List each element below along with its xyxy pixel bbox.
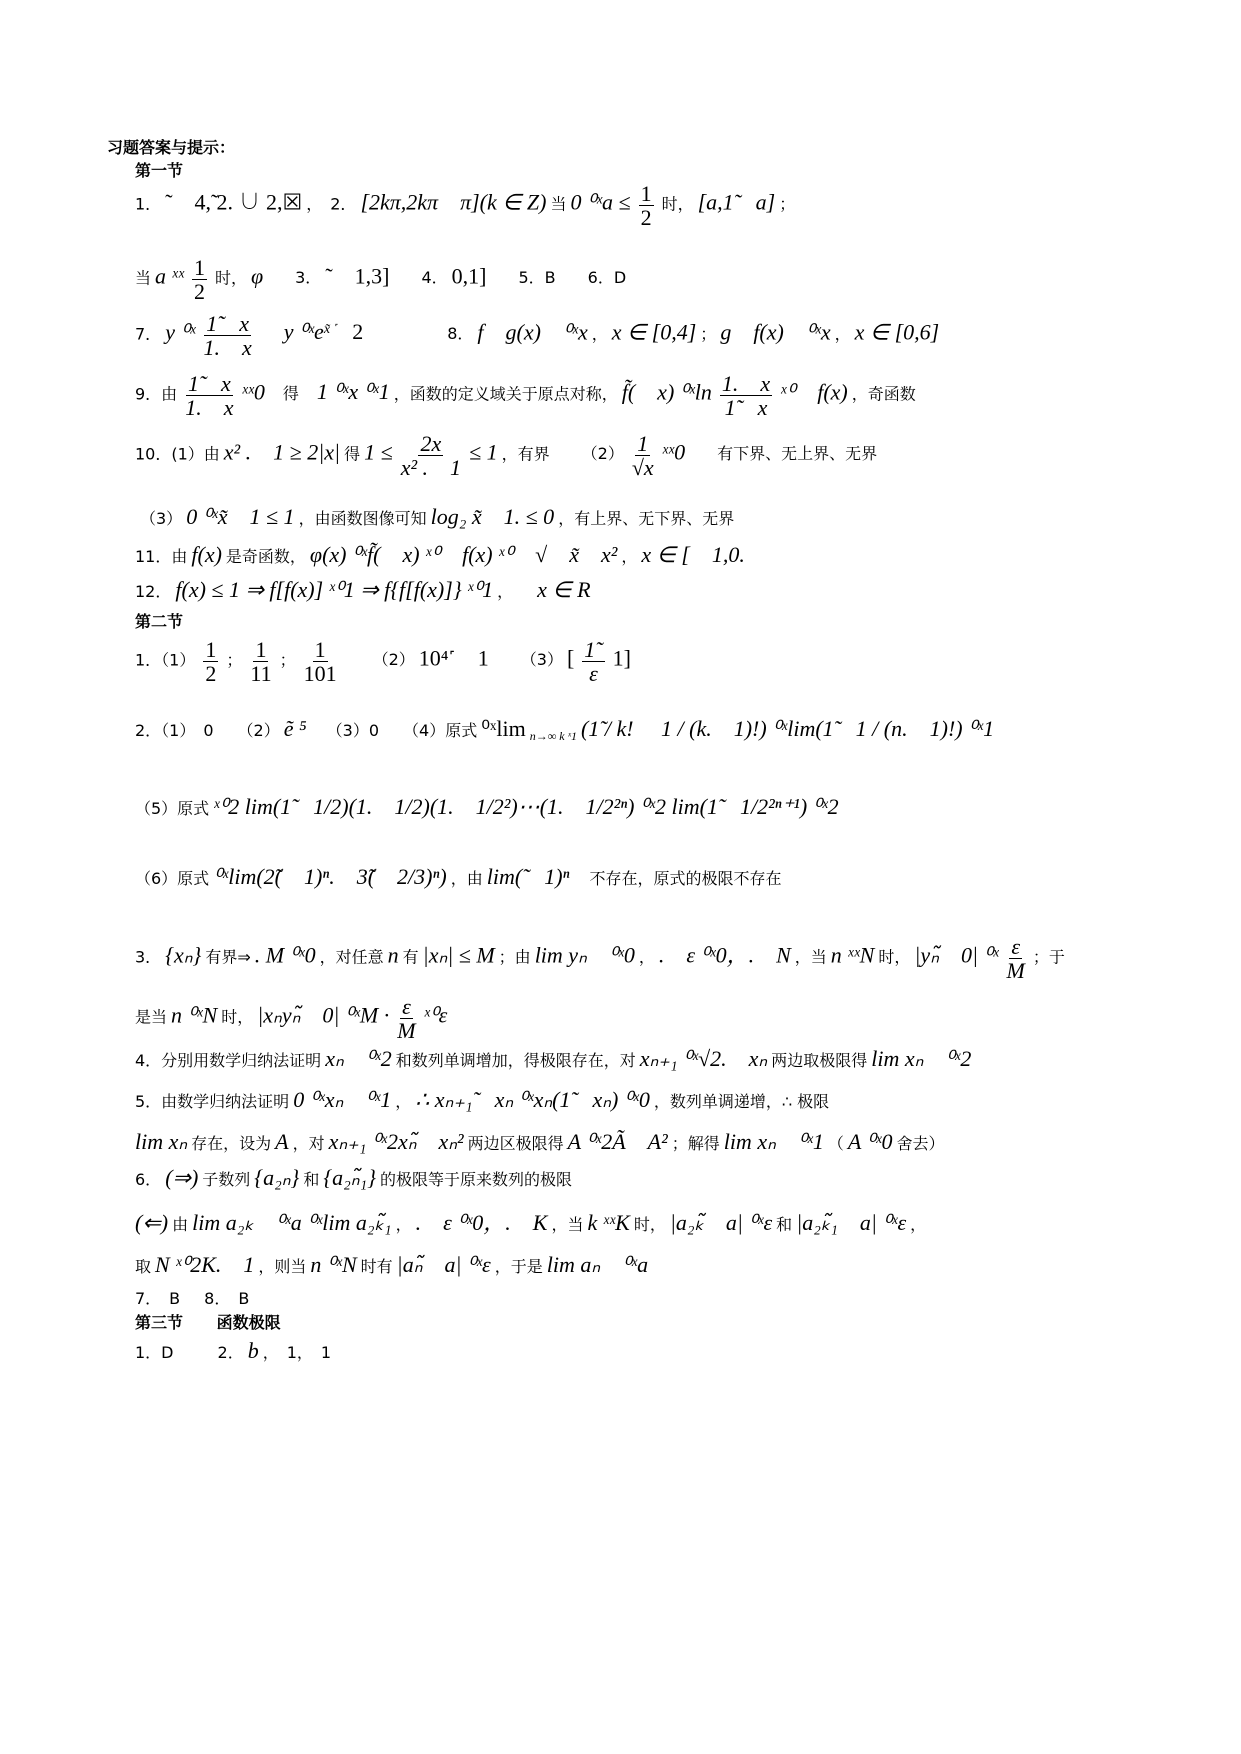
s2-line-3: [135, 790, 839, 821]
section-2-heading: 第二节: [135, 612, 184, 631]
text: 舍去）: [896, 1134, 945, 1153]
fraction: $\frac{1˜}{\varepsilon}$: [584, 637, 603, 687]
section-3-label: 第三节: [135, 1313, 184, 1332]
fraction: $\frac{1}{2}$: [205, 637, 217, 687]
math: f(x): [191, 542, 222, 567]
math: x² . 1 ≥ 2|x|: [223, 439, 341, 465]
math: a ˣˣ: [155, 263, 184, 289]
text: ；于: [1032, 947, 1065, 967]
math: A ⁰ˣ0: [847, 1129, 893, 1154]
math: ∴ xₙ₊₁̃ xₙ ⁰ˣxₙ(1̃ xₙ) ⁰ˣ0: [415, 1087, 650, 1112]
math: |aₙ̃ a| ⁰ˣε: [396, 1252, 491, 1277]
math: φ: [250, 263, 264, 289]
math: 0 ⁰ˣxₙ ⁰ˣ1: [293, 1087, 392, 1112]
text: ， 1， 1: [262, 1343, 332, 1362]
item-number: 10．(1）由: [135, 444, 220, 464]
math: 2: [352, 319, 364, 345]
math: |yₙ̃ 0| ⁰ˣ: [914, 942, 999, 968]
math: x ∈ [ 1,0.: [641, 542, 745, 567]
fraction: $\frac{2x}{\text{x² . 1}}$: [400, 431, 462, 481]
math: 1 ≤: [364, 439, 393, 465]
text: ，有界: [501, 444, 550, 464]
item-number: 3．: [135, 947, 162, 967]
math: 10⁴˹ 1: [418, 645, 489, 671]
math: xₙ₊₁ ⁰ˣ√2. xₙ: [639, 1046, 768, 1071]
math: |a₂ₖ̃₁ a| ⁰ˣε: [796, 1210, 907, 1235]
s2-line-9: [135, 1125, 944, 1156]
text: 有下界、无上界、无界: [717, 444, 878, 464]
text: ，函数的定义域关于原点对称，: [393, 384, 618, 404]
math: lim(̃ 1)ⁿ: [486, 864, 570, 889]
item-number: 4．: [421, 268, 448, 288]
math: x̃ ˹: [323, 321, 339, 337]
math: n ⁰ˣN: [310, 1252, 357, 1277]
s2-line-7: [135, 1042, 971, 1073]
text: ，对任意: [319, 947, 384, 967]
text: （6）原式: [135, 869, 210, 888]
text: ，当: [794, 947, 827, 967]
text: 时，: [878, 947, 911, 967]
math: {a₂ₙ̃₁}: [323, 1165, 376, 1190]
item-number: 4．分别用数学归纳法证明: [135, 1051, 322, 1070]
math: ⁰ˣlim(2̃( 1)ⁿ. 3̃( 2/3)ⁿ): [213, 864, 447, 889]
math: . ε ⁰ˣ0，. N: [658, 942, 791, 968]
s1-line-2: [135, 256, 626, 303]
answer: 8． B: [204, 1289, 250, 1308]
s3-line-1: [135, 1338, 331, 1364]
text: 和数列单调增加，得极限存在，对: [395, 1051, 636, 1070]
math: f̃( x) ⁰ˣln: [621, 379, 712, 405]
page-title: 习题答案与提示：: [107, 138, 236, 157]
s2-line-6: [135, 995, 447, 1042]
math: lim xₙ ⁰ˣ1: [723, 1129, 824, 1154]
math: 1 ⁰ˣx ⁰ˣ1: [316, 379, 390, 405]
math: x ∈ [0,4]: [611, 319, 697, 345]
fraction: $\frac{1}{2}$: [640, 181, 652, 231]
s2-line-12: [135, 1248, 648, 1279]
math: n: [387, 942, 399, 968]
item-number: 11．由: [135, 547, 188, 566]
text: ，: [591, 324, 608, 344]
math: ˣ⁰ f(x): [780, 379, 848, 405]
item-number: 9．由: [135, 384, 178, 404]
text: ；由: [498, 947, 531, 967]
text: 不存在，原式的极限不存在: [589, 869, 782, 888]
math: [2kπ,2kπ π](k ∈ Z): [360, 189, 547, 215]
item-number: 1．: [135, 194, 162, 214]
math: A ⁰ˣ2Ã A²: [567, 1129, 668, 1154]
math: N ˣ⁰2K. 1: [155, 1252, 255, 1277]
math: ˜ 4,̃ 2. ∪ 2,☒: [165, 189, 303, 215]
math: {a₂ₙ}: [254, 1165, 300, 1190]
math: n→∞ k ˣ1: [529, 729, 577, 744]
math: lim yₙ ⁰ˣ0: [534, 942, 635, 968]
text: ，: [834, 324, 851, 344]
text: ；: [700, 324, 717, 344]
math: (⇒): [165, 1165, 199, 1190]
s2-line-5: [135, 935, 1065, 982]
text: 当: [135, 268, 152, 288]
item-number: （2）: [581, 444, 624, 464]
text: ，由: [450, 869, 483, 888]
math: log₂ x̃ 1. ≤ 0: [430, 504, 555, 529]
text: 和: [303, 1170, 320, 1189]
text: 有界⇒: [205, 947, 251, 967]
item-number: （3）: [520, 650, 563, 670]
item-number: 5．由数学归纳法证明: [135, 1092, 290, 1111]
text: （: [827, 1134, 844, 1153]
text: 是奇函数，: [225, 547, 306, 566]
text: 和: [776, 1215, 793, 1234]
answer: 7． B: [135, 1289, 181, 1308]
item-number: 3．: [295, 268, 322, 288]
math: ˣˣ0: [661, 439, 686, 465]
s2-line-11: [135, 1206, 926, 1237]
text: 时，: [661, 194, 694, 214]
item-number: 12．: [135, 582, 172, 601]
item-number: 2．: [217, 1343, 244, 1362]
text: ，当: [551, 1215, 584, 1234]
s2-line-10: [135, 1165, 572, 1191]
text: ，奇函数: [851, 384, 916, 404]
math: x ∈ R: [537, 577, 591, 602]
item-number: 7．: [135, 324, 162, 344]
text: ，: [497, 582, 514, 601]
math: n ⁰ˣN: [171, 1002, 218, 1028]
math: |xₙyₙ̃ 0| ⁰ˣM ·: [257, 1002, 390, 1028]
text: ，: [910, 1215, 927, 1234]
math: f(x) ≤ 1 ⇒ f[f(x)] ˣ⁰1 ⇒ f{f[f(x)]} ˣ⁰1: [175, 577, 494, 602]
text: 得: [344, 444, 361, 464]
s1-line-4: [135, 372, 916, 419]
math: ˣ⁰2 lim(1̃ 1/2)(1. 1/2)(1. 1/2²)⋯(1. 1/2²ⁿ) ⁰ˣ2 lim(1̃ 1/2²ⁿ⁺¹) ⁰ˣ2: [213, 794, 839, 819]
math: 0 ⁰ˣa ≤: [570, 189, 631, 215]
text: 子数列: [202, 1170, 251, 1189]
item-number: 6．: [135, 1170, 162, 1189]
math: ⁰ˣlim: [481, 716, 526, 741]
text: （3）0 （4）原式: [326, 721, 478, 740]
math: 0 ⁰ˣx̃ 1 ≤ 1: [186, 504, 295, 529]
math: y ⁰ˣ: [165, 319, 196, 345]
math: (⇐): [135, 1210, 169, 1235]
math: A: [275, 1129, 289, 1154]
section-3-heading: [135, 1310, 281, 1333]
text: 取: [135, 1257, 152, 1276]
fraction: $\frac{1}{√x}$: [631, 431, 654, 481]
fraction: $\frac{1̃ x}{1. x}$: [203, 311, 252, 361]
text: 时，: [214, 268, 247, 288]
s1-line-8: [135, 577, 591, 603]
s2-line-2: [135, 712, 994, 744]
answer: 6．D: [587, 268, 627, 288]
math: lim aₙ ⁰ˣa: [546, 1252, 649, 1277]
math: [a,1̃ a]: [697, 189, 776, 215]
math: f g(x) ⁰ˣx: [477, 319, 588, 345]
text: ，对: [292, 1134, 325, 1153]
fraction: $\frac{\varepsilon}{M}$: [397, 994, 416, 1044]
text: 有: [402, 947, 419, 967]
math: lim xₙ: [135, 1129, 188, 1154]
s1-line-7: [135, 538, 745, 569]
text: （5）原式: [135, 799, 210, 818]
math: n ˣˣN: [830, 942, 875, 968]
math: (1̃ / k! 1 / (k. 1)!) ⁰ˣlim(1̃ 1 / (n. 1)!) ⁰ˣ1: [581, 716, 995, 741]
text: ；: [279, 650, 296, 670]
s1-line-3: [135, 312, 939, 359]
math: k ˣˣK: [587, 1210, 630, 1235]
text: 时，: [633, 1215, 666, 1234]
section-3-title: 函数极限: [216, 1313, 281, 1332]
text: 当: [550, 194, 567, 214]
text: ，: [621, 547, 638, 566]
math: xₙ ⁰ˣ2: [325, 1046, 392, 1071]
text: ，: [395, 1215, 412, 1234]
s2-line-4: [135, 860, 782, 891]
math: |a₂ₖ̃ a| ⁰ˣε: [669, 1210, 773, 1235]
s2-line-8: [135, 1083, 829, 1114]
math: ˣ⁰ε: [423, 1002, 448, 1028]
text: ；: [226, 650, 243, 670]
math: |xₙ| ≤ M: [422, 942, 495, 968]
math: ẽ ⁵: [283, 716, 307, 741]
math: 0,1]: [451, 263, 487, 289]
math: y ⁰ˣe: [283, 319, 324, 345]
s2-line-13: [135, 1286, 249, 1309]
math: lim a₂ₖ ⁰ˣa ⁰ˣlim a₂ₖ̃₁: [192, 1210, 392, 1235]
fraction: $\frac{1}{11}$: [250, 637, 272, 687]
answer: 5．B: [518, 268, 556, 288]
math: ˜ 1,3]: [325, 263, 390, 289]
math: ≤ 1: [469, 439, 498, 465]
math: φ(x) ⁰ˣf̃( x) ˣ⁰ f(x) ˣ⁰ √ x̃ x²: [309, 542, 618, 567]
text: ， 2．: [306, 194, 357, 214]
text: 由: [172, 1215, 189, 1234]
text: 的极限等于原来数列的极限: [380, 1170, 573, 1189]
fraction: $\frac{1}{2}$: [193, 255, 205, 305]
text: ，: [395, 1092, 412, 1111]
text: ，由函数图像可知: [298, 509, 427, 528]
answer: 1．D: [135, 1343, 174, 1362]
fraction: $\frac{1̃ x}{1. x}$: [185, 371, 234, 421]
text: ，于是: [494, 1257, 543, 1276]
text: 两边区极限得: [467, 1134, 564, 1153]
fraction: $\frac{1}{101}$: [303, 637, 337, 687]
math: b: [247, 1338, 259, 1363]
item-number: 1．（1）: [135, 650, 196, 670]
fraction: $\frac{\varepsilon}{M}$: [1006, 934, 1025, 984]
text: 时，: [221, 1007, 254, 1027]
item-number: （2）: [372, 650, 415, 670]
s1-line-5: [135, 432, 877, 479]
text: 得: [282, 384, 299, 404]
item-number: 8．: [447, 324, 474, 344]
item-number: （3）: [140, 509, 183, 528]
text: 两边取极限得: [771, 1051, 868, 1070]
math: . ε ⁰ˣ0，. K: [415, 1210, 548, 1235]
text: ，有上界、无下界、无界: [558, 509, 735, 528]
text: 2．（1） 0 （2）: [135, 721, 280, 740]
text: ；解得: [671, 1134, 720, 1153]
math: 1]: [612, 645, 631, 671]
math: g f(x) ⁰ˣx: [720, 319, 831, 345]
text: ，: [638, 947, 655, 967]
s1-line-1: [135, 182, 795, 229]
text: 是当: [135, 1007, 168, 1027]
text: 存在，设为: [191, 1134, 272, 1153]
math: x ∈ [0,6]: [854, 319, 940, 345]
text: ，数列单调递增，∴ 极限: [653, 1092, 830, 1111]
math: {xₙ}: [165, 942, 202, 968]
math: . M ⁰ˣ0: [254, 942, 316, 968]
text: ，则当: [258, 1257, 307, 1276]
fraction: $\frac{1. x}{1̃ x}$: [721, 371, 771, 421]
math: ˣˣ0: [241, 379, 265, 405]
math: [: [566, 645, 575, 671]
s1-line-6: [140, 500, 734, 531]
text: ；: [779, 194, 796, 214]
text: 时有: [360, 1257, 393, 1276]
math: xₙ₊₁ ⁰ˣ2xₙ̃ xₙ²: [328, 1129, 464, 1154]
math: lim xₙ ⁰ˣ2: [871, 1046, 972, 1071]
section-1-heading: 第一节: [135, 161, 184, 180]
s2-line-1: [135, 638, 631, 685]
